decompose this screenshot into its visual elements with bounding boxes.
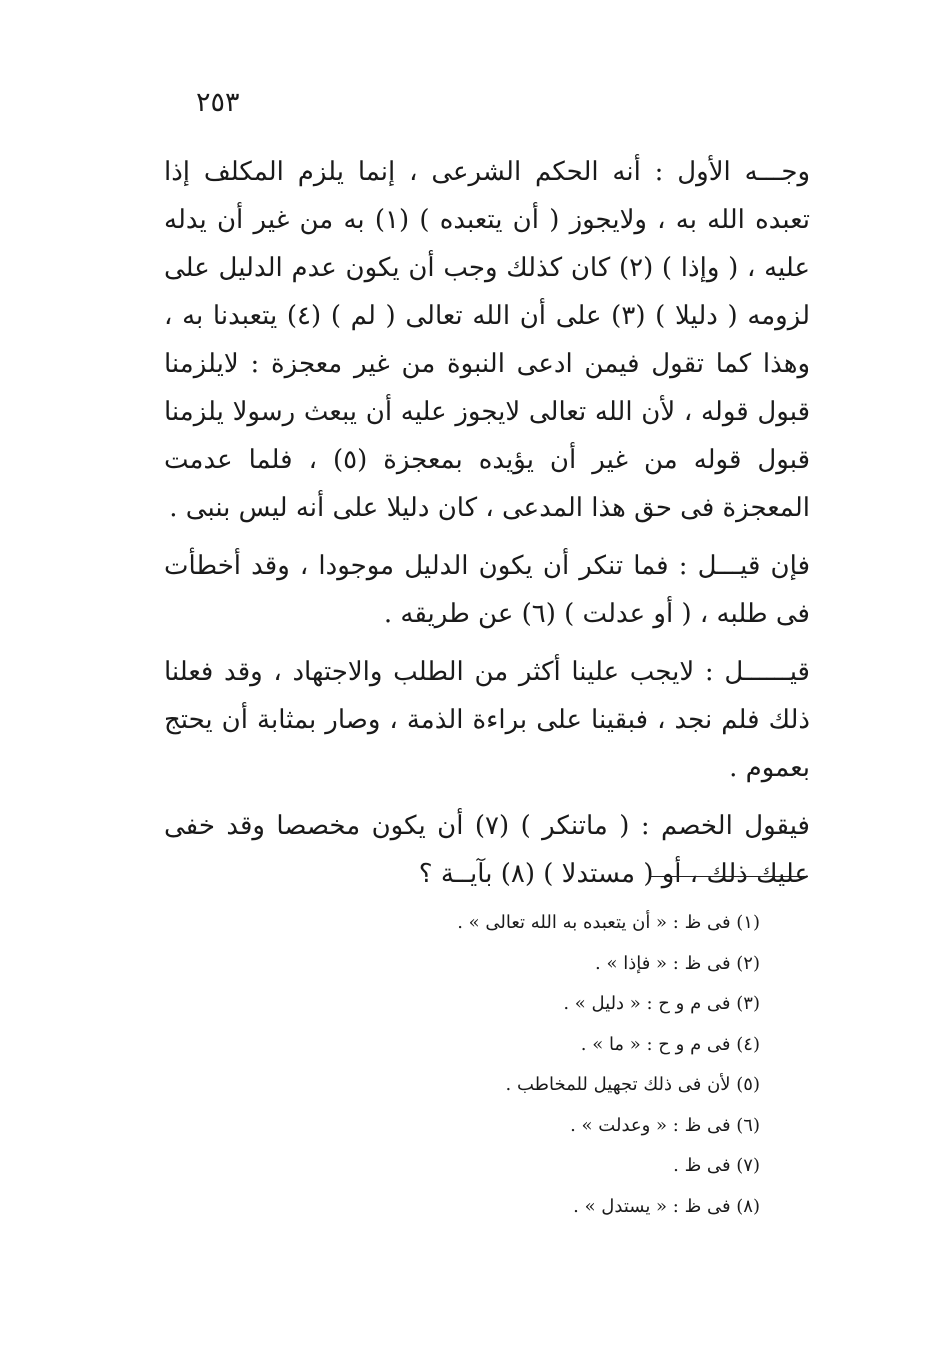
footnote-8: (٨) فى ظ : « يستدل » . xyxy=(573,1195,760,1217)
footnote-3: (٣) فى م و ح : « دليل » . xyxy=(563,993,760,1014)
footnote-6: (٦) فى ظ : « وعدلت » . xyxy=(570,1114,760,1136)
footnotes xyxy=(360,903,760,1227)
footnote-7: (٧) فى ظ . xyxy=(673,1155,760,1176)
footnote-1: (١) فى ظ : « أن يتعبده به الله تعالى » . xyxy=(457,912,760,933)
paragraph-2: فإن قيـــل : فما تنكر أن يكون الدليل موجودا ، وقد أخطأت فى طلبه ، ( أو عدلت ) (٦) عن طريقه . xyxy=(164,551,810,629)
main-text xyxy=(164,148,810,908)
page-number: ٢٥٣ xyxy=(196,87,240,118)
footnote-2: (٢) فى ظ : « فإذا » . xyxy=(595,952,760,974)
paragraph-4: فيقول الخصم : ( ماتنكر ) (٧) أن يكون مخصصا وقد خفى عليك ذلك ، أو ( مستدلا ) (٨) بآيــة ؟ xyxy=(164,811,810,889)
paragraph-3: قيــــــل : لايجب علينا أكثر من الطلب والاجتهاد ، وقد فعلنا ذلك فلم نجد ، فبقينا على براءة الذمة ، وصار بمثابة أن يحتج بعموم . xyxy=(164,657,810,783)
footnote-divider xyxy=(650,876,808,877)
footnote-5: (٥) لأن فى ذلك تجهيل للمخاطب . xyxy=(505,1074,760,1095)
paragraph-1: وجـــه الأول : أنه الحكم الشرعى ، إنما يلزم المكلف إذا تعبده الله به ، ولايجوز ( أن يتعبده ) (١) به من غير أن يدله عليه ، ( وإذا ) (٢) كان كذلك وجب أن يكون عدم الدليل على لزومه ( دليلا ) (٣) على أن الله تعالى ( لم ) (٤) يتعبدنا به ، وهذا كما تقول فيمن ادعى النبوة من غير معجزة : لايلزمنا قبول قوله ، لأن الله تعالى لايجوز عليه أن يبعث رسولا يلزمنا قبول قوله من غير أن يؤيده بمعجزة (٥) ، فلما عدمت المعجزة فى حق هذا المدعى ، كان دليلا على أنه ليس بنبى . xyxy=(164,157,811,523)
footnote-4: (٤) فى م و ح : « ما » . xyxy=(580,1033,760,1055)
